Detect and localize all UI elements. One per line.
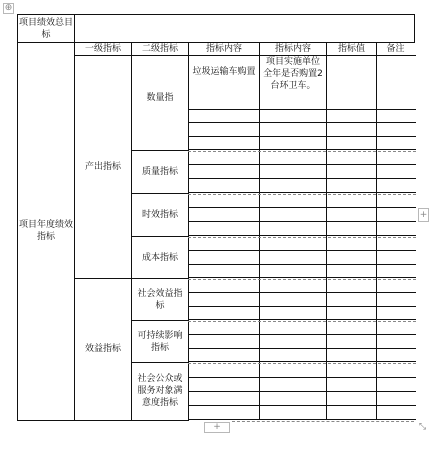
level2-social[interactable]: 社会效益指标: [137, 288, 183, 311]
header-level2[interactable]: 二级指标: [141, 44, 178, 54]
goal-value[interactable]: [76, 15, 412, 42]
header-content-b[interactable]: 指标内容: [274, 44, 311, 54]
level2-quality[interactable]: 质量指标: [141, 167, 178, 177]
level1-benefit[interactable]: 效益指标: [84, 344, 121, 354]
yearly-indicator-label[interactable]: 项目年度绩效指标: [19, 220, 74, 242]
level2-quantity[interactable]: 数量指: [146, 92, 174, 103]
add-row-button[interactable]: +: [204, 422, 230, 433]
quantity-content-b[interactable]: 项目实施单位全年是否购置2台环卫车。: [263, 57, 323, 91]
goal-label[interactable]: 项目绩效总目标: [19, 17, 74, 40]
level2-sustainable[interactable]: 可持续影响指标: [137, 330, 183, 353]
header-note[interactable]: 备注: [386, 44, 405, 54]
quantity-content-a[interactable]: 垃圾运输车购置: [192, 67, 256, 77]
level2-timeliness[interactable]: 时效指标: [141, 210, 178, 220]
level2-cost[interactable]: 成本指标: [141, 252, 178, 263]
level1-output[interactable]: 产出指标: [84, 162, 121, 172]
table-move-handle[interactable]: ⊕: [4, 3, 13, 13]
add-column-button[interactable]: +: [419, 210, 428, 220]
header-level1[interactable]: 一级指标: [84, 44, 121, 54]
level2-satisfaction[interactable]: 社会公众或服务对象满意度指标: [137, 374, 183, 408]
header-content-a[interactable]: 指标内容: [205, 44, 242, 54]
table-resize-handle[interactable]: ⤡: [418, 422, 427, 432]
header-value[interactable]: 指标值: [337, 44, 365, 54]
